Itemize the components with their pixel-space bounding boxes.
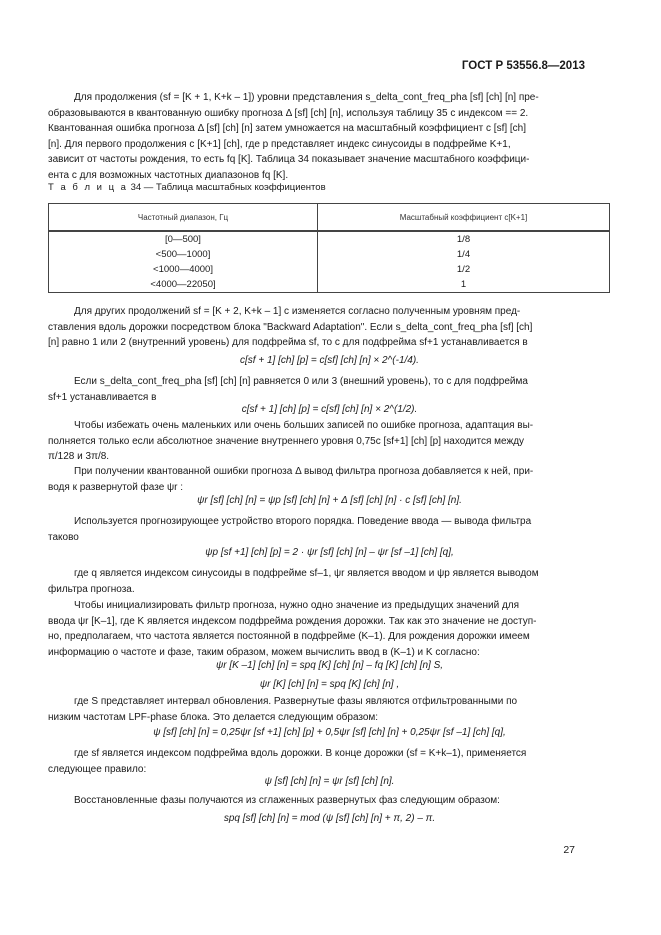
scale-factor-table — [48, 203, 610, 293]
formula-init-previous: ψr [K –1] [ch] [n] = spq [K] [ch] [n] – fq [K] [ch] [n] S, — [215, 660, 444, 671]
standard-header: ГОСТ Р 53556.8—2013 — [461, 60, 585, 72]
text-line: [n] равно 1 или 2 (внутренний уровень) для подфрейма sf, то c для подфрейма sf+1 устанавливается в — [48, 337, 528, 349]
text-line: Используется прогнозирующее устройство второго порядка. Поведение ввода — вывода фильтра — [74, 516, 532, 527]
text-line: π/128 и 3π/8. — [48, 451, 110, 463]
table-row — [49, 262, 610, 277]
outer-level-paragraph — [48, 374, 611, 405]
text-line: sf+1 устанавливается в — [48, 391, 157, 403]
frequency-cell: <1000—4000] — [49, 262, 318, 277]
table-caption-prefix: Т а б л и ц а — [48, 182, 128, 193]
intro-paragraph — [48, 90, 611, 184]
text-line: низким частотам LPF-phase блока. Это делается следующим образом: — [48, 711, 379, 723]
predictor-paragraph — [48, 514, 611, 545]
predictor-io-paragraph — [48, 566, 611, 597]
column-header-frequency: Частотный диапазон, Гц — [49, 204, 318, 232]
formula-outer-level: c[sf + 1] [ch] [p] = c[sf] [ch] [n] × 2^(1/2). — [241, 404, 418, 415]
text-line: Восстановленные фазы получаются из сглаженных развернутых фаз следующим образом: — [74, 795, 500, 806]
text-line: [n]. Для первого продолжения c [K+1] [ch], где p представляет индекс синусоиды в подфрейме K+1, — [48, 138, 511, 150]
table-row — [49, 247, 610, 262]
frequency-cell: <500—1000] — [49, 247, 318, 262]
formula-predictor: ψp [sf +1] [ch] [p] = 2 · ψr [sf] [ch] [n] – ψr [sf –1] [ch] [q], — [205, 547, 454, 558]
frequency-cell: <4000—22050] — [49, 277, 318, 293]
initialization-paragraph — [48, 598, 611, 660]
text-line: где q является индексом синусоиды в подфрейме sf–1, ψr является вводом и ψp является выводом — [74, 568, 539, 579]
frequency-cell: [0—500] — [49, 231, 318, 247]
text-line: водя к развернутой фазе ψr : — [48, 481, 184, 493]
text-line: Чтобы инициализировать фильтр прогноза, нужно одно значение из предыдущих значений для — [74, 600, 520, 611]
text-line: образовываются в квантованную ошибку прогноза Δ [sf] [ch] [n], используя таблицу 35 с индексом == 2. — [48, 107, 529, 119]
table-caption-text: 34 — Таблица масштабных коэффициентов — [130, 182, 326, 193]
text-line: полняется только если абсолютное значение внутреннего уровня 0,75c [sf+1] [ch] [p] находится между — [48, 435, 525, 447]
text-line: Чтобы избежать очень маленьких или очень больших записей по ошибке прогноза, адаптация вы- — [74, 420, 534, 431]
text-line: но, предполагаем, что частота является постоянной в подфрейме (K–1). Для рождения дорожки имеем — [48, 631, 530, 643]
table-row — [49, 277, 610, 293]
text-line: Если s_delta_cont_freq_pha [sf] [ch] [n] равняется 0 или 3 (внешний уровень), то c для подфрейма — [74, 376, 528, 387]
formula-unwrapped-phase: ψr [sf] [ch] [n] = ψp [sf] [ch] [n] + Δ [sf] [ch] [n] · c [sf] [ch] [n]. — [197, 495, 462, 506]
text-line: ввода ψr [K–1], где K является индексом подфрейма рождения дорожки. Так как это значение не доступ- — [48, 615, 537, 627]
coefficient-cell: 1/8 — [318, 231, 610, 247]
formula-track-end: ψ [sf] [ch] [n] = ψr [sf] [ch] [n]. — [264, 776, 395, 787]
range-paragraph — [48, 418, 611, 465]
track-end-paragraph — [48, 746, 611, 777]
text-line: ента c для возможных частотных диапазонов fq [K]. — [48, 169, 289, 181]
page-number: 27 — [563, 844, 575, 856]
unwrapped-phase-paragraph — [48, 464, 611, 495]
text-line: где S представляет интервал обновления. Развернутые фазы являются отфильтрованными по — [74, 696, 518, 707]
text-line: Для продолжения (sf = [K + 1, K+k – 1]) уровни представления s_delta_cont_freq_pha [sf] [ch] [n] пре- — [74, 92, 539, 103]
text-line: информацию о частоте и фазе, таким образом, можем вычислить ввод в (K–1) и K согласно: — [48, 646, 480, 658]
text-line: где sf является индексом подфрейма вдоль дорожки. В конце дорожки (sf = K+k–1), применяется — [74, 748, 527, 759]
lpf-paragraph — [48, 694, 611, 725]
text-line: таково — [48, 531, 79, 543]
formula-lpf: ψ [sf] [ch] [n] = 0,25ψr [sf +1] [ch] [p] + 0,5ψr [sf] [ch] [n] + 0,25ψr [sf –1] [ch] [q], — [153, 727, 506, 738]
text-line: зависит от частоты рождения, то есть fq [K]. Таблица 34 показывает значение масштабного коэффици- — [48, 154, 530, 166]
coefficient-cell: 1 — [318, 277, 610, 293]
coefficient-cell: 1/2 — [318, 262, 610, 277]
text-line: При получении квантованной ошибки прогноза Δ вывод фильтра прогноза добавляется к ней, при- — [74, 466, 534, 477]
adaptation-paragraph — [48, 304, 611, 351]
table-header-row — [49, 204, 610, 232]
reconstruction-paragraph — [48, 793, 611, 809]
table-row — [49, 231, 610, 247]
column-header-coefficient: Масштабный коэффициент c[K+1] — [318, 204, 610, 232]
formula-reconstruction: spq [sf] [ch] [n] = mod (ψ [sf] [ch] [n] + π, 2) – π. — [223, 813, 436, 824]
text-line: Для других продолжений sf = [K + 2, K+k – 1] c изменяется согласно полученным уровням пред- — [74, 306, 521, 317]
formula-inner-level: c[sf + 1] [ch] [p] = c[sf] [ch] [n] × 2^(-1/4). — [240, 355, 419, 366]
text-line: фильтра прогноза. — [48, 583, 135, 595]
table-caption — [48, 182, 326, 193]
text-line: Квантованная ошибка прогноза Δ [sf] [ch] [n] затем умножается на масштабный коэффициент c [sf] [ch] — [48, 123, 527, 135]
text-line: ставления вдоль дорожки посредством блока "Backward Adaptation". Если s_delta_cont_freq_pha [sf] [ch] — [48, 321, 533, 333]
text-line: следующее правило: — [48, 763, 147, 775]
formula-init-current: ψr [K] [ch] [n] = spq [K] [ch] [n] , — [259, 679, 400, 690]
coefficient-cell: 1/4 — [318, 247, 610, 262]
